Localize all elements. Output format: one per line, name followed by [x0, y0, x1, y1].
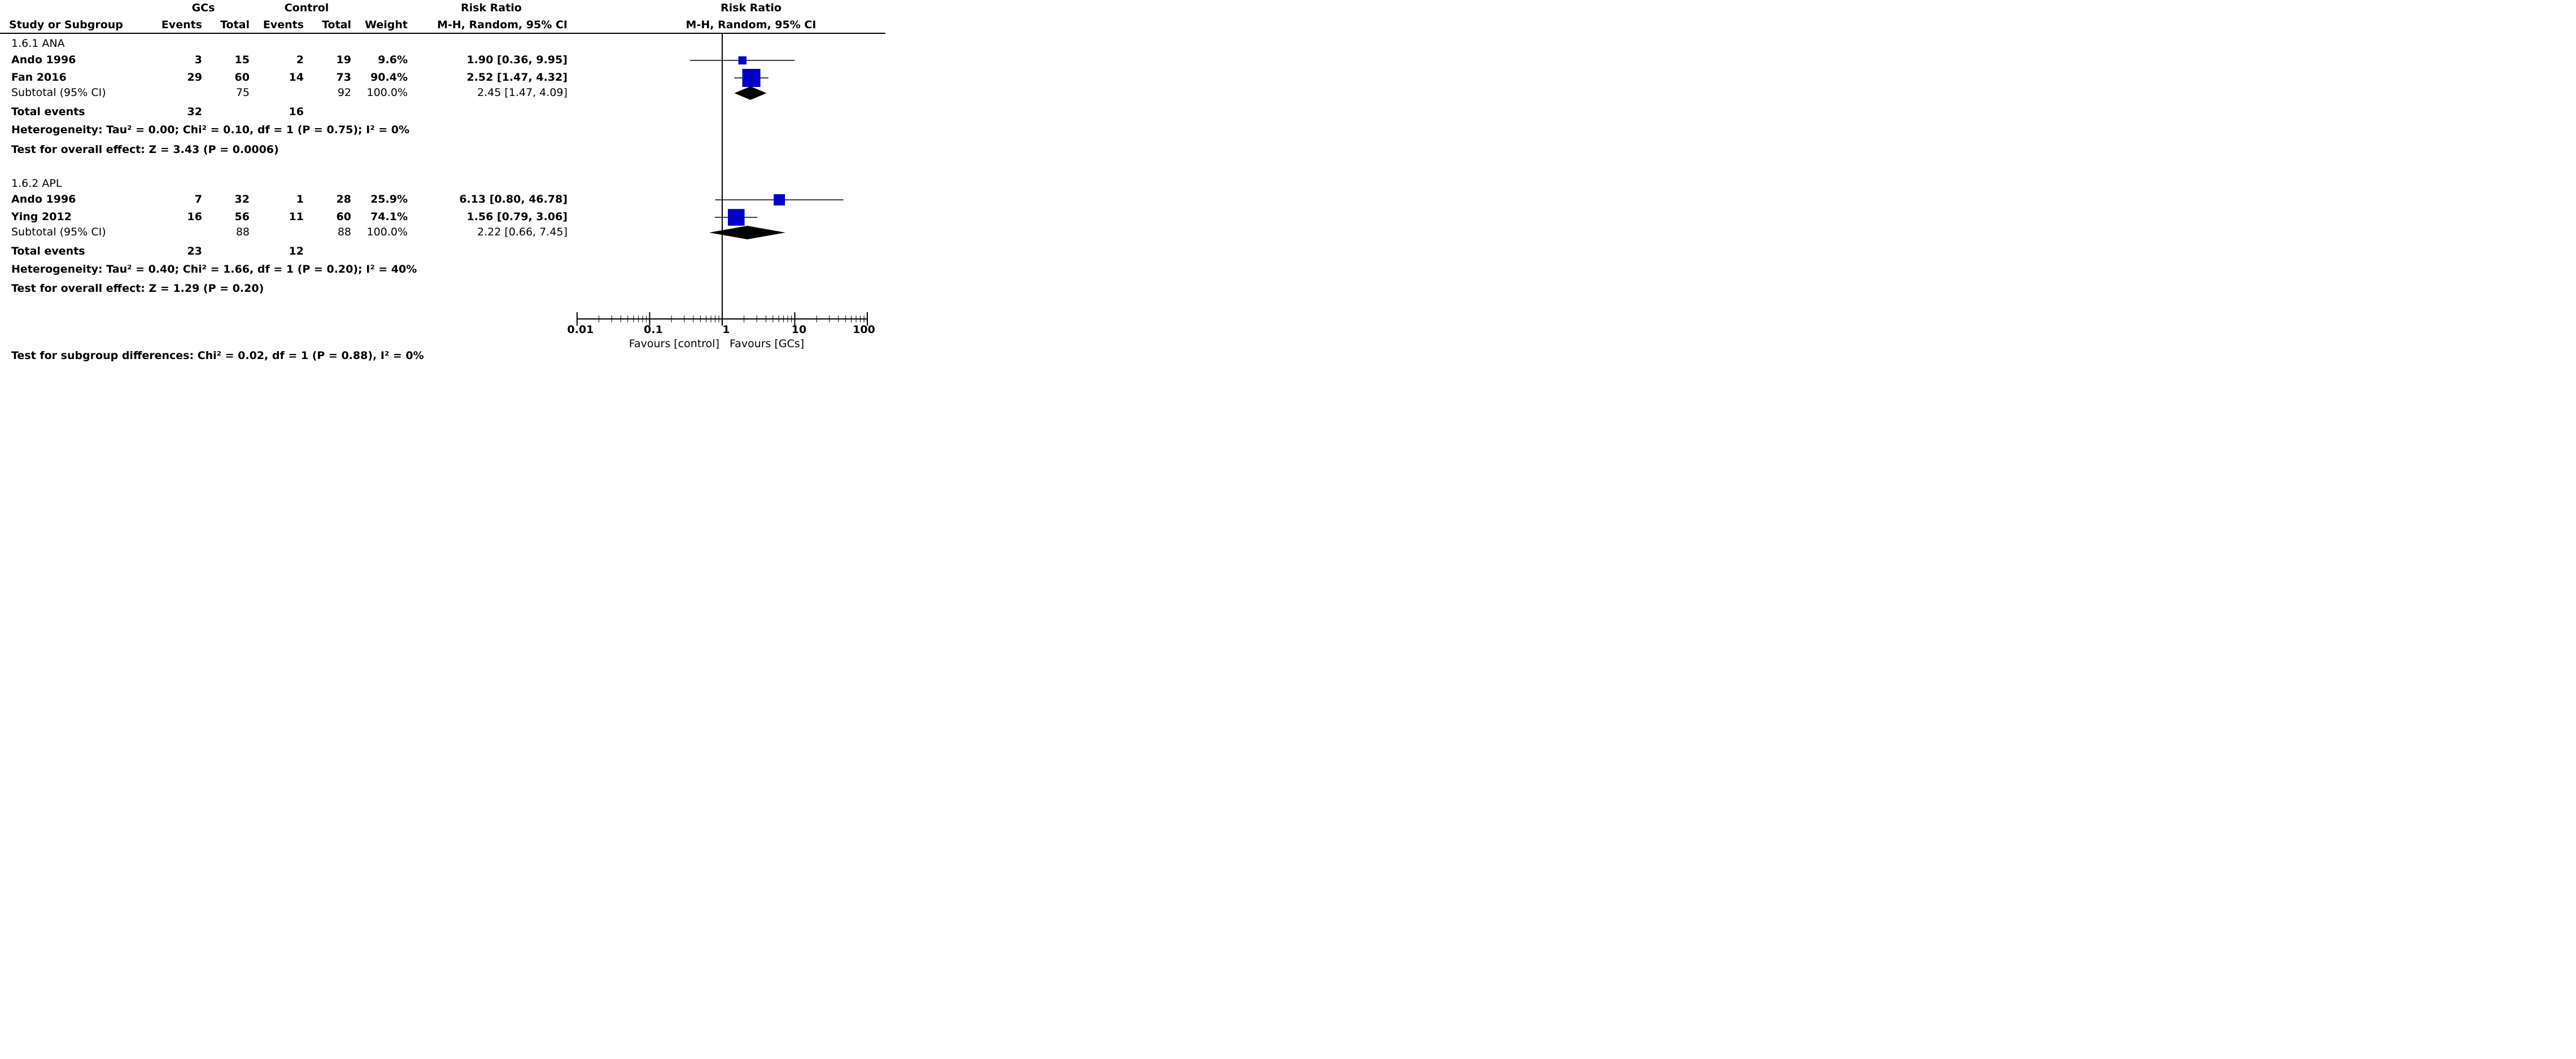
gcs-events-cell: 3	[194, 54, 202, 66]
method-plot-header: M-H, Random, 95% CI	[686, 19, 817, 31]
study-point-estimate	[739, 56, 746, 64]
control-total-cell: 73	[336, 71, 351, 84]
control-events-cell: 2	[296, 54, 304, 66]
subtotal-risk-ratio: 2.22 [0.66, 7.45]	[477, 226, 567, 238]
subtotal-diamond	[735, 86, 767, 100]
control-events-cell: 11	[289, 211, 304, 223]
total-events-control: 12	[289, 245, 304, 257]
total-events-gcs: 23	[187, 245, 202, 257]
subtotal-gcs-total: 88	[235, 226, 250, 238]
subtotal-weight: 100.0%	[366, 226, 408, 238]
subgroup-title: 1.6.1 ANA	[11, 37, 65, 50]
control-events-cell: 14	[289, 71, 304, 84]
risk-ratio-table-header: Risk Ratio	[461, 2, 522, 14]
forest-plot	[0, 0, 885, 365]
risk-ratio-cell: 2.52 [1.47, 4.32]	[466, 71, 567, 84]
overall-effect-text: Test for overall effect: Z = 3.43 (P = 0.0006)	[11, 143, 279, 156]
control-total-cell: 19	[336, 54, 351, 66]
favours-gcs-label: Favours [GCs]	[730, 338, 805, 350]
study-name: Ying 2012	[11, 211, 72, 223]
overall-effect-text: Test for overall effect: Z = 1.29 (P = 0.20)	[11, 282, 264, 295]
total-events-control: 16	[289, 106, 304, 118]
forest-plot-figure	[0, 0, 885, 365]
heterogeneity-text: Heterogeneity: Tau² = 0.40; Chi² = 1.66, df = 1 (P = 0.20); I² = 40%	[11, 263, 417, 275]
study-point-estimate	[774, 194, 785, 205]
subtotal-gcs-total: 75	[235, 86, 250, 99]
gcs-events-header: Events	[161, 19, 202, 31]
total-events-label: Total events	[11, 245, 85, 257]
gcs-total-cell: 56	[234, 211, 250, 223]
control-events-cell: 1	[296, 193, 304, 205]
risk-ratio-cell: 1.56 [0.79, 3.06]	[466, 211, 567, 223]
weight-cell: 90.4%	[370, 71, 408, 84]
gcs-total-header: Total	[220, 19, 250, 31]
study-point-estimate	[728, 209, 745, 226]
subgroup-title: 1.6.2 APL	[11, 177, 62, 190]
gcs-group-header: GCs	[191, 2, 215, 14]
gcs-events-cell: 7	[194, 193, 202, 205]
gcs-total-cell: 15	[234, 54, 250, 66]
total-events-gcs: 32	[187, 106, 202, 118]
study-name: Fan 2016	[11, 71, 67, 84]
control-events-header: Events	[263, 19, 304, 31]
study-name: Ando 1996	[11, 193, 76, 205]
subtotal-label: Subtotal (95% CI)	[11, 86, 106, 99]
total-events-label: Total events	[11, 106, 85, 118]
risk-ratio-plot-header: Risk Ratio	[721, 2, 781, 14]
gcs-events-cell: 29	[187, 71, 202, 84]
subtotal-control-total: 88	[337, 226, 351, 238]
subtotal-control-total: 92	[337, 86, 351, 99]
method-header: M-H, Random, 95% CI	[437, 19, 567, 31]
study-point-estimate	[743, 69, 761, 87]
x-tick-label: 100	[853, 323, 875, 336]
heterogeneity-text: Heterogeneity: Tau² = 0.00; Chi² = 0.10, df = 1 (P = 0.75); I² = 0%	[11, 124, 410, 136]
control-group-header: Control	[284, 2, 329, 14]
x-tick-label: 1	[722, 323, 730, 336]
gcs-total-cell: 32	[234, 193, 250, 205]
x-tick-label: 0.1	[644, 323, 663, 336]
control-total-cell: 28	[336, 193, 351, 205]
risk-ratio-cell: 6.13 [0.80, 46.78]	[459, 193, 567, 205]
study-name: Ando 1996	[11, 54, 76, 66]
weight-cell: 25.9%	[370, 193, 408, 205]
weight-cell: 9.6%	[378, 54, 408, 66]
subgroup-differences-text: Test for subgroup differences: Chi² = 0.02, df = 1 (P = 0.88), I² = 0%	[11, 349, 424, 362]
gcs-total-cell: 60	[234, 71, 250, 84]
x-tick-label: 10	[791, 323, 807, 336]
weight-header: Weight	[365, 19, 408, 31]
subtotal-weight: 100.0%	[366, 86, 408, 99]
subtotal-diamond	[709, 226, 785, 239]
control-total-cell: 60	[336, 211, 351, 223]
study-column-header: Study or Subgroup	[9, 19, 123, 31]
control-total-header: Total	[322, 19, 351, 31]
gcs-events-cell: 16	[187, 211, 202, 223]
subtotal-label: Subtotal (95% CI)	[11, 226, 106, 238]
weight-cell: 74.1%	[370, 211, 408, 223]
x-tick-label: 0.01	[567, 323, 594, 336]
risk-ratio-cell: 1.90 [0.36, 9.95]	[466, 54, 567, 66]
subtotal-risk-ratio: 2.45 [1.47, 4.09]	[477, 86, 567, 99]
favours-control-label: Favours [control]	[628, 338, 719, 350]
